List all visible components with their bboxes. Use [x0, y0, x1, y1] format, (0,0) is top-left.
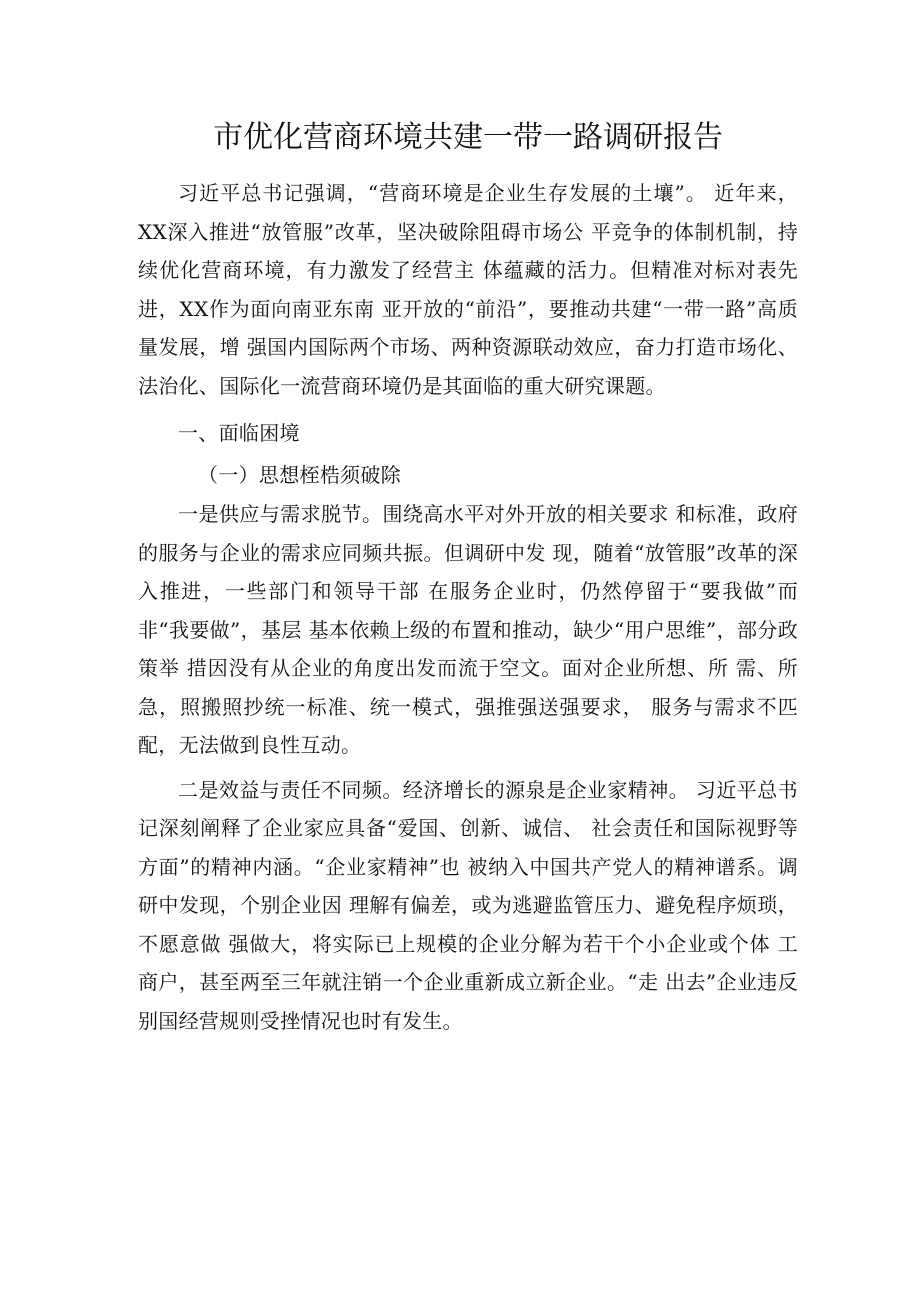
body-paragraph: 二是效益与责任不同频。经济增长的源泉是企业家精神。 习近平总书记深刻阐释了企业家应具备“爱国、创新、诚信、 社会责任和国际视野等方面”的精神内涵。“企业家精神”也 被纳入中国共产党人的精神谱系。调研中发现，个别企业因 理解有偏差，或为逃避监管压力、避免程序烦琐，不愿意做 强做大，将实际已上规模的企业分解为若干个小企业或个体 工商户，甚至两至三年就注销一个企业重新成立新企业。“走 出去”企业违反别国经营规则受挫情况也时有发生。 — [138, 777, 798, 1033]
body-paragraph: 一是供应与需求脱节。围绕高水平对外开放的相关要求 和标准，政府的服务与企业的需求应同频共振。但调研中发 现，随着“放管服”改革的深入推进，一些部门和领导干部 在服务企业时，仍然停留于“要我做”而非“我要做”，基层 基本依赖上级的布置和推动，缺少“用户思维”，部分政策举 措因没有从企业的角度出发而流于空文。面对企业所想、所 需、所急，照搬照抄统一标准、统一模式，强推强送强要求， 服务与需求不匹配，无法做到良性互动。 — [138, 502, 798, 757]
intro-paragraph: 习近平总书记强调，“营商环境是企业生存发展的土壤”。 近年来，XX深入推进“放管服”改革，坚决破除阻碍市场公 平竞争的体制机制，持续优化营商环境，有力激发了经营主 体蕴藏的活力。但精准对标对表先进，XX作为面向南亚东南 亚开放的“前沿”，要推动共建“一带一路”高质量发展，增 强国内国际两个市场、两种资源联动效应，奋力打造市场化、 法治化、国际化一流营商环境仍是其面临的重大研究课题。 — [138, 181, 798, 398]
subsection-heading: （一）思想桎梏须破除 — [198, 463, 401, 487]
document-body — [138, 112, 798, 1040]
document-title: 市优化营商环境共建一带一路调研报告 — [213, 120, 723, 155]
section-heading: 一、面临困境 — [178, 421, 300, 445]
